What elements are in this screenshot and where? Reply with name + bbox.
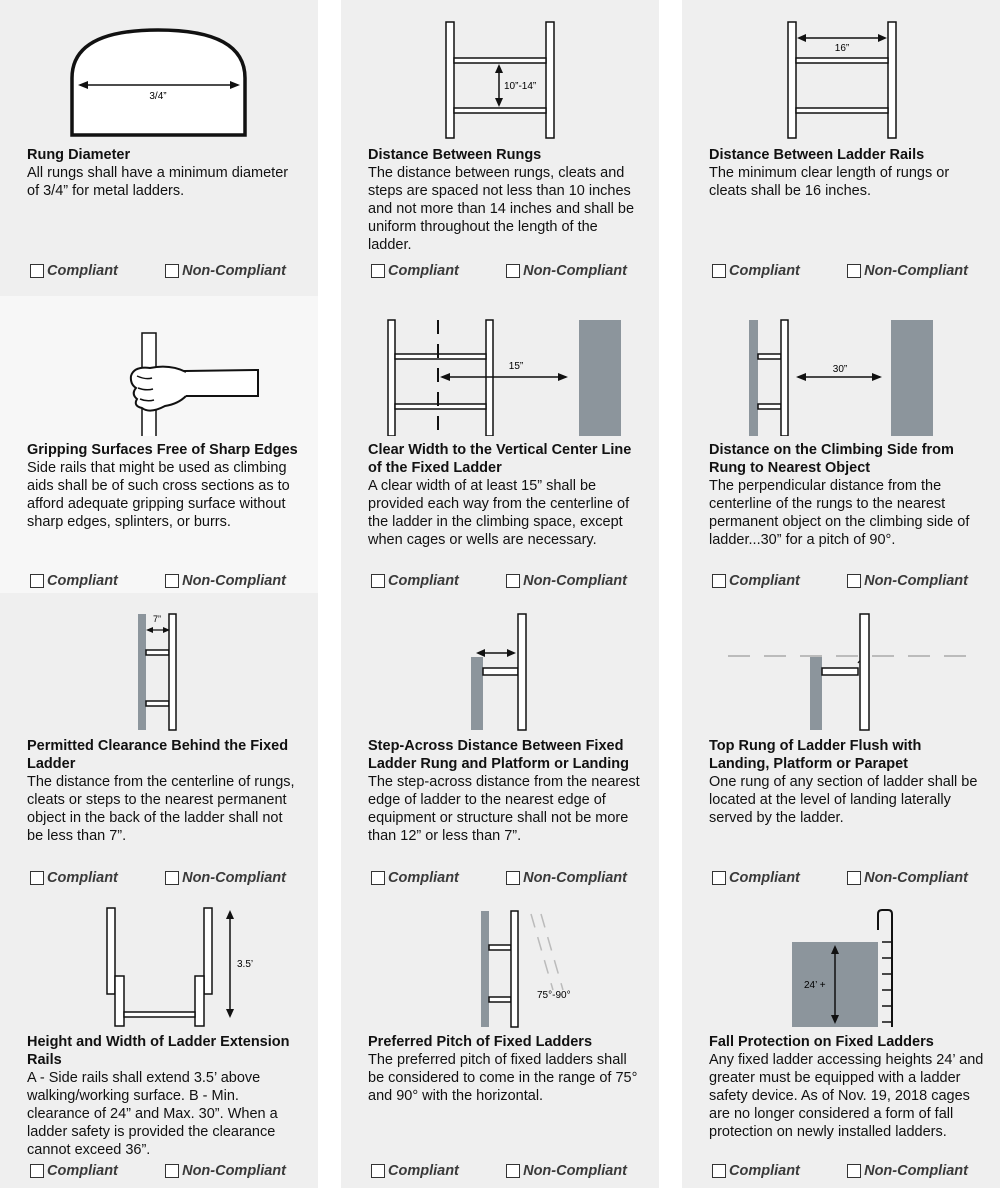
card-title: Height and Width of Ladder Extension Rails <box>27 1034 290 1068</box>
non-compliant-checkbox[interactable]: Non-Compliant <box>165 572 286 590</box>
extension-rails-diagram <box>0 890 318 1030</box>
checkbox-icon[interactable] <box>712 264 726 278</box>
checkbox-icon[interactable] <box>371 1164 385 1178</box>
card-description: A clear width of at least 15” shall be provided each way from the centerline of the ladder in the climbing space, except when cages or wells are necessary. <box>368 478 630 548</box>
measure-label: 24’ + <box>804 980 826 991</box>
non-compliant-checkbox[interactable]: Non-Compliant <box>506 262 627 280</box>
checkbox-icon[interactable] <box>30 574 44 588</box>
obstruction-block <box>891 320 933 436</box>
compliant-checkbox[interactable]: Compliant <box>712 869 800 887</box>
card-permitted-clearance <box>0 593 318 890</box>
compliant-checkbox[interactable]: Compliant <box>371 869 459 887</box>
pitch-diagram <box>341 890 659 1030</box>
card-description: One rung of any section of ladder shall be located at the level of landing laterally served by the ladder. <box>709 774 978 826</box>
card-distance-between-rails <box>682 0 1000 296</box>
card-rung-diameter <box>0 0 318 296</box>
card-fall-protection <box>682 890 1000 1188</box>
card-extension-rails <box>0 890 318 1188</box>
top-rung-diagram <box>682 593 1000 733</box>
hand-grip-icon <box>0 296 318 436</box>
card-step-across <box>341 593 659 890</box>
card-title: Distance on the Climbing Side from Rung to Nearest Object <box>709 442 954 476</box>
checkbox-icon[interactable] <box>847 871 861 885</box>
card-title: Gripping Surfaces Free of Sharp Edges <box>27 442 298 458</box>
card-title: Step-Across Distance Between Fixed Ladder Rung and Platform or Landing <box>368 738 629 772</box>
compliant-checkbox[interactable]: Compliant <box>371 572 459 590</box>
card-gripping-surfaces <box>0 296 318 593</box>
card-description: Any fixed ladder accessing heights 24’ and greater must be equipped with a ladder safety device. As of Nov. 19, 2018 cages are no longer considered a form of fall protection on newly installed ladders. <box>709 1052 984 1140</box>
card-top-rung-flush <box>682 593 1000 890</box>
measure-label: 3.5’ <box>237 959 254 970</box>
compliant-checkbox[interactable]: Compliant <box>712 262 800 280</box>
measure-label: 30” <box>832 364 848 375</box>
compliant-checkbox[interactable]: Compliant <box>30 869 118 887</box>
card-description: A - Side rails shall extend 3.5’ above walking/working surface. B - Min. clearance of 24” and Max. 30”. When a ladder safety is provided the clearance cannot exceed 36”. <box>27 1070 278 1158</box>
non-compliant-checkbox[interactable]: Non-Compliant <box>847 572 968 590</box>
fall-protection-diagram <box>682 890 1000 1030</box>
compliant-checkbox[interactable]: Compliant <box>371 1162 459 1180</box>
checkbox-icon[interactable] <box>847 264 861 278</box>
checkbox-icon[interactable] <box>30 871 44 885</box>
non-compliant-checkbox[interactable]: Non-Compliant <box>165 869 286 887</box>
checkbox-icon[interactable] <box>371 264 385 278</box>
card-title: Fall Protection on Fixed Ladders <box>709 1034 934 1050</box>
climbing-side-diagram <box>682 296 1000 436</box>
checkbox-icon[interactable] <box>371 574 385 588</box>
card-title: Top Rung of Ladder Flush with Landing, Platform or Parapet <box>709 738 922 772</box>
checkbox-icon[interactable] <box>371 871 385 885</box>
step-across-diagram <box>341 593 659 733</box>
checkbox-icon[interactable] <box>30 264 44 278</box>
card-title: Distance Between Ladder Rails <box>709 147 925 163</box>
rail-spacing-diagram <box>682 0 1000 140</box>
non-compliant-checkbox[interactable]: Non-Compliant <box>506 572 627 590</box>
measure-label: 75°-90° <box>537 990 571 1001</box>
clear-width-diagram <box>341 296 659 436</box>
card-description: The perpendicular distance from the centerline of the rungs to the nearest permanent object on the climbing side of ladder...30” for a pitch of 90°. <box>709 478 970 548</box>
measure-label: 10”-14” <box>504 81 537 92</box>
checkbox-icon[interactable] <box>712 1164 726 1178</box>
compliant-checkbox[interactable]: Compliant <box>371 262 459 280</box>
card-description: The distance between rungs, cleats and steps are spaced not less than 10 inches and not more than 14 inches and shall be uniform throughout the length of the ladder. <box>368 165 635 253</box>
compliant-checkbox[interactable]: Compliant <box>712 572 800 590</box>
clearance-behind-diagram <box>0 593 318 733</box>
checkbox-icon[interactable] <box>712 871 726 885</box>
checkbox-icon[interactable] <box>506 264 520 278</box>
non-compliant-checkbox[interactable]: Non-Compliant <box>165 262 286 280</box>
checkbox-icon[interactable] <box>712 574 726 588</box>
card-description: The distance from the centerline of rungs, cleats or steps to the nearest permanent object in the back of the ladder shall not be less than 7”. <box>27 774 295 844</box>
card-title: Clear Width to the Vertical Center Line of the Fixed Ladder <box>368 442 632 476</box>
card-preferred-pitch <box>341 890 659 1188</box>
rung-diameter-diagram <box>0 0 318 140</box>
card-title: Permitted Clearance Behind the Fixed Ladder <box>27 738 289 772</box>
card-description: The preferred pitch of fixed ladders shall be considered to come in the range of 75° and 90° with the horizontal. <box>368 1052 638 1104</box>
card-climbing-side-distance <box>682 296 1000 593</box>
checkbox-icon[interactable] <box>30 1164 44 1178</box>
checkbox-icon[interactable] <box>506 1164 520 1178</box>
card-description: All rungs shall have a minimum diameter of 3/4” for metal ladders. <box>27 165 289 199</box>
compliant-checkbox[interactable]: Compliant <box>30 572 118 590</box>
non-compliant-checkbox[interactable]: Non-Compliant <box>847 869 968 887</box>
checkbox-icon[interactable] <box>506 871 520 885</box>
checkbox-icon[interactable] <box>165 871 179 885</box>
card-title: Preferred Pitch of Fixed Ladders <box>368 1034 593 1050</box>
non-compliant-checkbox[interactable]: Non-Compliant <box>506 1162 627 1180</box>
compliant-checkbox[interactable]: Compliant <box>712 1162 800 1180</box>
card-distance-between-rungs <box>341 0 659 296</box>
card-description: Side rails that might be used as climbing aids shall be of such cross sections as to afford adequate gripping surface without sharp edges, splinters, or burrs. <box>27 460 290 530</box>
checkbox-icon[interactable] <box>165 264 179 278</box>
card-clear-width <box>341 296 659 593</box>
card-title: Rung Diameter <box>27 147 131 163</box>
checkbox-icon[interactable] <box>847 574 861 588</box>
checkbox-icon[interactable] <box>506 574 520 588</box>
rung-spacing-diagram <box>341 0 659 140</box>
measure-label: 7” <box>152 614 162 624</box>
measure-label: 15” <box>508 361 524 372</box>
card-description: The minimum clear length of rungs or cleats shall be 16 inches. <box>709 165 950 199</box>
measure-label: 16” <box>834 43 850 54</box>
checkbox-icon[interactable] <box>165 1164 179 1178</box>
measure-label: 3/4” <box>149 91 167 102</box>
compliant-checkbox[interactable]: Compliant <box>30 262 118 280</box>
compliant-checkbox[interactable]: Compliant <box>30 1162 118 1180</box>
checkbox-icon[interactable] <box>165 574 179 588</box>
checkbox-icon[interactable] <box>847 1164 861 1178</box>
non-compliant-checkbox[interactable]: Non-Compliant <box>847 1162 968 1180</box>
non-compliant-checkbox[interactable]: Non-Compliant <box>847 262 968 280</box>
card-description: The step-across distance from the nearest edge of ladder to the nearest edge of equipment or structure shall not be more than 12” or less than 7”. <box>368 774 640 844</box>
obstruction-block <box>579 320 621 436</box>
non-compliant-checkbox[interactable]: Non-Compliant <box>165 1162 286 1180</box>
non-compliant-checkbox[interactable]: Non-Compliant <box>506 869 627 887</box>
card-title: Distance Between Rungs <box>368 147 542 163</box>
